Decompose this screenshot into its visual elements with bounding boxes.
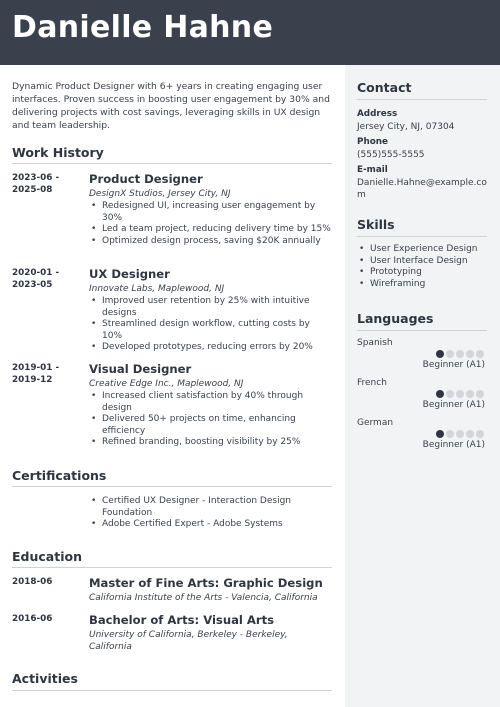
language-entry	[357, 378, 489, 414]
rating-dot-empty	[476, 390, 484, 398]
proficiency-rating	[436, 430, 484, 438]
job-bullet: • Led a team project, reducing delivery time by 15%	[89, 224, 332, 236]
job-bullet: • Refined branding, boosting visibility by 25%	[89, 437, 332, 449]
skills-divider	[357, 236, 487, 237]
rating-dot-filled	[436, 350, 444, 358]
language-level: Beginner (A1)	[422, 360, 485, 370]
rating-dot-empty	[476, 430, 484, 438]
certifications-divider	[12, 486, 332, 487]
rating-dot-empty	[456, 390, 464, 398]
job-entry	[12, 362, 332, 452]
job-dates: 2019-01 - 2019-12	[12, 363, 60, 385]
candidate-name: Danielle Hahne	[12, 10, 274, 45]
address-label: Address	[357, 109, 398, 119]
language-name: German	[357, 418, 394, 428]
language-name: French	[357, 378, 387, 388]
language-name: Spanish	[357, 338, 393, 348]
degree-title: Bachelor of Arts: Visual Arts	[89, 613, 275, 627]
rating-dot-empty	[476, 350, 484, 358]
certification-item: • Adobe Certified Expert - Adobe Systems	[89, 519, 332, 531]
rating-dot-empty	[466, 350, 474, 358]
job-entry	[12, 172, 332, 262]
skill-item: • User Experience Design	[357, 244, 492, 256]
job-title: Product Designer	[89, 172, 203, 186]
rating-dot-empty	[446, 390, 454, 398]
skill-item: • Prototyping	[357, 267, 492, 279]
education-date: 2018-06	[12, 577, 53, 587]
certifications-heading: Certifications	[12, 468, 107, 483]
job-bullets	[89, 296, 332, 354]
language-entry	[357, 418, 489, 454]
rating-dot-empty	[446, 430, 454, 438]
job-bullet: • Streamlined design workflow, cutting costs by 10%	[89, 319, 332, 342]
phone-label: Phone	[357, 137, 388, 147]
proficiency-rating	[436, 350, 484, 358]
skills-heading: Skills	[357, 217, 395, 232]
job-entry	[12, 267, 332, 357]
degree-title: Master of Fine Arts: Graphic Design	[89, 576, 323, 590]
certifications-list	[12, 495, 332, 535]
professional-summary: Dynamic Product Designer with 6+ years in creating engaging user interfaces. Proven success in boosting user engagement by 30% and delivering projects with cost savings, leveraging skills in UX design and team leadership.	[12, 81, 330, 131]
school-name: University of California, Berkeley - Berkeley, California	[89, 630, 288, 652]
skill-item: • Wireframing	[357, 279, 492, 291]
job-company: DesignX Studios, Jersey City, NJ	[89, 189, 231, 199]
job-bullet: • Increased client satisfaction by 40% through design	[89, 391, 332, 414]
rating-dot-empty	[446, 350, 454, 358]
work-history-heading: Work History	[12, 145, 104, 160]
rating-dot-empty	[456, 430, 464, 438]
certification-bullets	[89, 496, 332, 531]
education-entry	[12, 613, 332, 657]
address-value: Jersey City, NJ, 07304	[357, 122, 455, 132]
education-divider	[12, 567, 332, 568]
education-date: 2016-06	[12, 614, 53, 624]
skills-list	[357, 244, 492, 290]
rating-dot-empty	[466, 430, 474, 438]
email-value: Danielle.Hahne@example.com	[357, 178, 487, 200]
job-company: Innovate Labs, Maplewood, NJ	[89, 284, 225, 294]
rating-dot-filled	[436, 430, 444, 438]
education-heading: Education	[12, 549, 82, 564]
job-bullet: • Delivered 50+ projects on time, enhancing efficiency	[89, 414, 332, 437]
school-name: California Institute of the Arts - Valencia, California	[89, 593, 318, 603]
certification-item: • Certified UX Designer - Interaction Design Foundation	[89, 496, 332, 519]
rating-dot-filled	[436, 390, 444, 398]
job-dates: 2023-06 - 2025-08	[12, 173, 60, 195]
activities-divider	[12, 690, 332, 691]
language-entry	[357, 338, 489, 374]
job-bullet: • Developed prototypes, reducing errors by 20%	[89, 342, 332, 354]
language-level: Beginner (A1)	[422, 440, 485, 450]
contact-heading: Contact	[357, 80, 412, 95]
job-bullets	[89, 201, 332, 247]
activities-heading: Activities	[12, 671, 78, 686]
resume-header	[0, 0, 500, 65]
job-dates: 2020-01 - 2023-05	[12, 268, 60, 290]
job-bullet: • Optimized design process, saving $20K annually	[89, 236, 332, 248]
languages-heading: Languages	[357, 311, 434, 326]
languages-divider	[357, 330, 487, 331]
rating-dot-empty	[466, 390, 474, 398]
phone-value: (555)555-5555	[357, 150, 425, 160]
job-bullet: • Redesigned UI, increasing user engagement by 30%	[89, 201, 332, 224]
job-bullets	[89, 391, 332, 449]
job-title: UX Designer	[89, 267, 170, 281]
work-history-divider	[12, 163, 332, 164]
job-title: Visual Designer	[89, 362, 192, 376]
job-company: Creative Edge Inc., Maplewood, NJ	[89, 379, 244, 389]
proficiency-rating	[436, 390, 484, 398]
email-label: E-mail	[357, 165, 388, 175]
skill-item: • User Interface Design	[357, 256, 492, 268]
language-level: Beginner (A1)	[422, 400, 485, 410]
education-entry	[12, 576, 332, 610]
contact-divider	[357, 99, 487, 100]
job-bullet: • Improved user retention by 25% with intuitive designs	[89, 296, 332, 319]
rating-dot-empty	[456, 350, 464, 358]
